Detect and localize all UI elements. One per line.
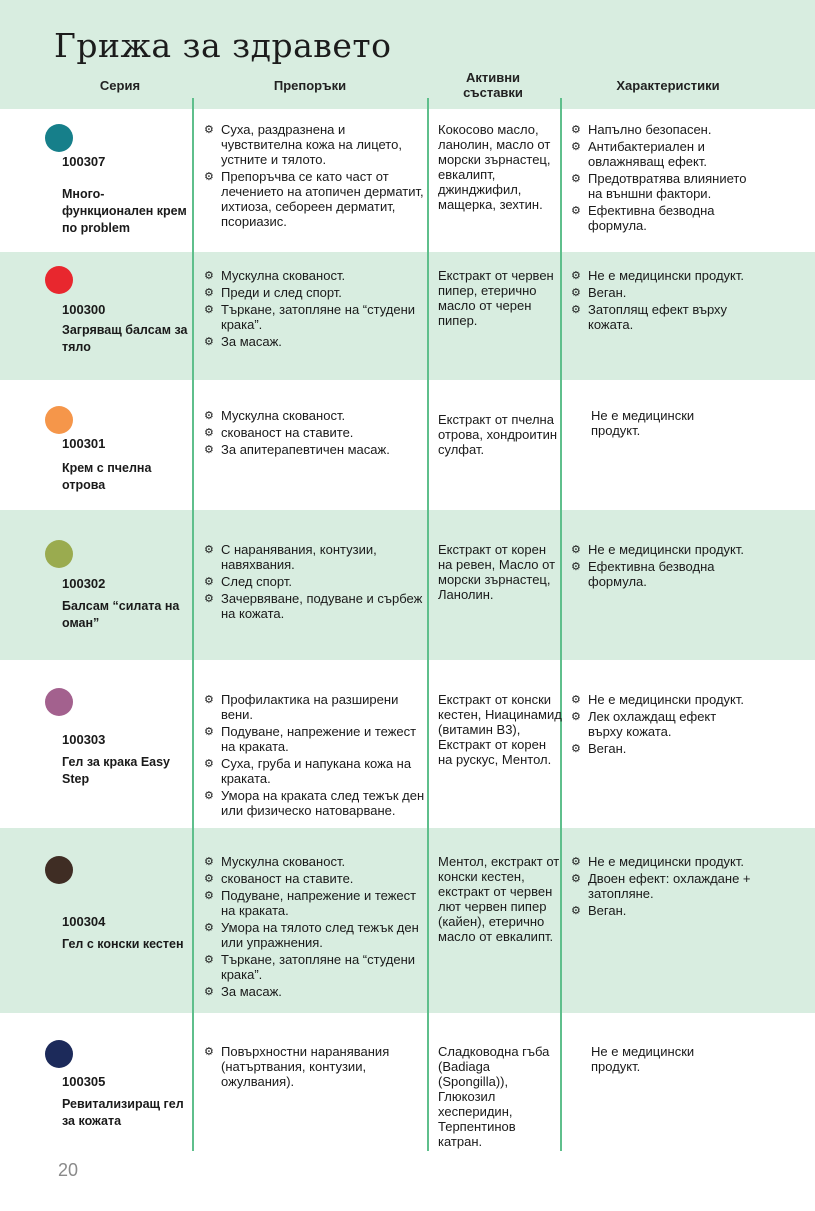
- recommendations-cell: [204, 122, 426, 231]
- list-item-text: Препоръчва се като част от лечението на атопичен дерматит, ихтиоза, себореен дерматит, псориазис.: [221, 169, 424, 229]
- gear-icon: ⚙: [204, 593, 214, 605]
- list-item: [204, 920, 426, 950]
- column-header-ingredients: Активни съставки: [463, 70, 523, 100]
- recommendations-cell: [204, 854, 426, 1001]
- list-item-text: скованост на ставите.: [221, 425, 354, 440]
- bullet-list: [571, 122, 751, 233]
- list-item-text: Умора на тялото след тежък ден или упражнения.: [221, 920, 419, 950]
- list-item-text: Затоплящ ефект върху кожата.: [588, 302, 728, 332]
- ingredients-cell: Екстракт от корен на ревен, Масло от морски зърнастец, Ланолин.: [438, 542, 556, 602]
- list-item: [571, 139, 751, 169]
- features-cell: [571, 854, 751, 920]
- page-number: 20: [58, 1160, 79, 1180]
- list-item: [571, 741, 751, 756]
- gear-icon: ⚙: [204, 856, 214, 868]
- gear-icon: ⚙: [204, 124, 214, 136]
- ingredients-cell: Екстракт от пчелна отрова, хондроитин сулфат.: [438, 412, 558, 457]
- list-item: [571, 285, 751, 300]
- features-cell: [571, 408, 751, 438]
- list-item-text: Антибактериален и овлажняващ ефект.: [588, 139, 707, 169]
- list-item-text: Предотвратява влиянието на външни фактори.: [588, 171, 747, 201]
- list-item-text: Търкане, затопляне на “студени крака”.: [221, 952, 416, 982]
- gear-icon: ⚙: [204, 576, 214, 588]
- gear-icon: ⚙: [204, 427, 214, 439]
- gear-icon: ⚙: [571, 304, 581, 316]
- gear-icon: ⚙: [204, 758, 214, 770]
- recommendations-cell: [204, 1044, 426, 1091]
- ingredients-cell: Екстракт от червен пипер, етерично масло от черен пипер.: [438, 268, 554, 328]
- list-item-text: За масаж.: [221, 334, 282, 349]
- list-item-text: Подуване, напрежение и тежест на краката.: [221, 888, 417, 918]
- bullet-list: [204, 122, 426, 229]
- column-divider: [427, 98, 429, 1151]
- features-cell: [571, 122, 751, 235]
- features-cell: [571, 268, 751, 334]
- series-color-dot: [45, 688, 73, 716]
- list-item-text: Суха, раздразнена и чувствителна кожа на лицето, устните и тялото.: [221, 122, 402, 167]
- gear-icon: ⚙: [571, 905, 581, 917]
- ingredients-cell: Ментол, екстракт от конски кестен, екстракт от червен лют червен пипер (кайен), етерично масло от евкалипт.: [438, 854, 560, 944]
- list-item-text: Не е медицински продукт.: [588, 692, 745, 707]
- gear-icon: ⚙: [204, 336, 214, 348]
- list-item: [204, 756, 426, 786]
- gear-icon: ⚙: [571, 856, 581, 868]
- list-item: [204, 408, 426, 423]
- list-item-text: Суха, груба и напукана кожа на краката.: [221, 756, 412, 786]
- list-item: [571, 854, 751, 869]
- list-item-text: Повърхностни наранявания (натъртвания, контузии, ожулвания).: [221, 1044, 390, 1089]
- bullet-list: [204, 268, 426, 349]
- list-item-text: Напълно безопасен.: [588, 122, 712, 137]
- list-item: [571, 542, 751, 557]
- gear-icon: ⚙: [571, 873, 581, 885]
- list-item: [571, 559, 751, 589]
- list-item-text: Ефективна безводна формула.: [588, 203, 715, 233]
- product-code: 100300: [62, 302, 106, 317]
- list-item-text: Веган.: [588, 285, 627, 300]
- list-item-text: Двоен ефект: охлаждане + затопляне.: [588, 871, 751, 901]
- features-cell: [571, 1044, 751, 1074]
- gear-icon: ⚙: [204, 444, 214, 456]
- series-color-dot: [45, 1040, 73, 1068]
- bullet-list: [204, 1044, 426, 1089]
- list-item: [204, 591, 426, 621]
- bullet-list: [204, 542, 426, 621]
- list-item-text: С наранявания, контузии, навяхвания.: [221, 542, 377, 572]
- list-item: [571, 203, 751, 233]
- list-item: [204, 1044, 426, 1089]
- list-item-text: Не е медицински продукт.: [588, 542, 745, 557]
- list-item-text: Профилактика на разширени вени.: [221, 692, 399, 722]
- list-item-text: Умора на краката след тежък ден или физическо натоварване.: [221, 788, 425, 818]
- product-code: 100304: [62, 914, 106, 929]
- gear-icon: ⚙: [571, 287, 581, 299]
- product-code: 100307: [62, 154, 106, 169]
- gear-icon: ⚙: [571, 124, 581, 136]
- list-item-text: Лек охлаждащ ефект върху кожата.: [588, 709, 717, 739]
- list-item: [204, 334, 426, 349]
- product-name: Много-функционален крем по problem: [62, 187, 187, 235]
- list-item: [204, 268, 426, 283]
- gear-icon: ⚙: [204, 954, 214, 966]
- gear-icon: ⚙: [204, 890, 214, 902]
- column-divider: [560, 98, 562, 1151]
- list-item-text: Преди и след спорт.: [221, 285, 342, 300]
- series-color-dot: [45, 266, 73, 294]
- list-item: [204, 888, 426, 918]
- gear-icon: ⚙: [204, 544, 214, 556]
- list-item: [204, 854, 426, 869]
- bullet-list: [571, 268, 751, 332]
- gear-icon: ⚙: [571, 270, 581, 282]
- series-color-dot: [45, 856, 73, 884]
- product-name: Загряващ балсам за тяло: [62, 323, 188, 354]
- gear-icon: ⚙: [204, 304, 214, 316]
- list-item: [571, 709, 751, 739]
- product-code: 100301: [62, 436, 106, 451]
- list-item: [204, 984, 426, 999]
- gear-icon: ⚙: [571, 544, 581, 556]
- gear-icon: ⚙: [571, 141, 581, 153]
- product-code: 100303: [62, 732, 106, 747]
- list-item: [571, 268, 751, 283]
- gear-icon: ⚙: [571, 205, 581, 217]
- gear-icon: ⚙: [204, 922, 214, 934]
- list-item: [571, 871, 751, 901]
- bullet-list: [204, 692, 426, 818]
- list-item: [571, 122, 751, 137]
- list-item: [204, 871, 426, 886]
- list-item-text: Мускулна скованост.: [221, 854, 346, 869]
- list-item: [204, 788, 426, 818]
- features-text: Не е медицински продукт.: [591, 408, 695, 438]
- ingredients-cell: Кокосово масло, ланолин, масло от морски зърнастец, евкалипт, джинджифил, мащерка, зехтин.: [438, 122, 551, 212]
- list-item: [204, 574, 426, 589]
- list-item-text: Веган.: [588, 903, 627, 918]
- list-item: [204, 425, 426, 440]
- bullet-list: [571, 854, 751, 918]
- list-item: [204, 542, 426, 572]
- list-item-text: Не е медицински продукт.: [588, 854, 745, 869]
- column-header-series: Серия: [99, 78, 141, 93]
- list-item-text: Мускулна скованост.: [221, 268, 346, 283]
- gear-icon: ⚙: [204, 287, 214, 299]
- product-name: Ревитализиращ гел за кожата: [62, 1097, 184, 1128]
- list-item: [204, 952, 426, 982]
- list-item-text: За масаж.: [221, 984, 282, 999]
- list-item: [571, 302, 751, 332]
- product-name: Крем с пчелна отрова: [62, 461, 152, 492]
- gear-icon: ⚙: [204, 694, 214, 706]
- product-name: Гел с конски кестен: [62, 937, 184, 951]
- gear-icon: ⚙: [204, 410, 214, 422]
- list-item-text: Мускулна скованост.: [221, 408, 346, 423]
- recommendations-cell: [204, 268, 426, 351]
- gear-icon: ⚙: [571, 173, 581, 185]
- list-item: [204, 302, 426, 332]
- list-item-text: След спорт.: [221, 574, 292, 589]
- product-code: 100305: [62, 1074, 106, 1089]
- bullet-list: [571, 692, 751, 756]
- list-item-text: Зачервяване, подуване и сърбеж на кожата.: [221, 591, 423, 621]
- list-item-text: Подуване, напрежение и тежест на краката.: [221, 724, 417, 754]
- recommendations-cell: [204, 542, 426, 623]
- column-header-features: Характеристики: [616, 78, 720, 93]
- column-header-recommendations: Препоръки: [273, 78, 347, 93]
- list-item-text: Търкане, затопляне на “студени крака”.: [221, 302, 416, 332]
- product-name: Гел за крака Easy Step: [62, 755, 171, 786]
- list-item-text: Веган.: [588, 741, 627, 756]
- list-item-text: скованост на ставите.: [221, 871, 354, 886]
- list-item: [204, 442, 426, 457]
- features-cell: [571, 542, 751, 591]
- gear-icon: ⚙: [571, 711, 581, 723]
- gear-icon: ⚙: [204, 171, 214, 183]
- series-color-dot: [45, 406, 73, 434]
- series-color-dot: [45, 124, 73, 152]
- list-item: [571, 171, 751, 201]
- list-item: [204, 692, 426, 722]
- list-item: [204, 724, 426, 754]
- product-name: Балсам “силата на оман”: [62, 599, 180, 630]
- product-code: 100302: [62, 576, 106, 591]
- features-cell: [571, 692, 751, 758]
- bullet-list: [204, 854, 426, 999]
- list-item: [571, 903, 751, 918]
- ingredients-cell: Екстракт от конски кестен, Ниацинамид (витамин B3), Екстракт от корен на рускус, Ментол.: [438, 692, 562, 767]
- series-color-dot: [45, 540, 73, 568]
- bullet-list: [204, 408, 426, 457]
- list-item-text: Ефективна безводна формула.: [588, 559, 715, 589]
- list-item-text: За апитерапевтичен масаж.: [221, 442, 390, 457]
- list-item-text: Не е медицински продукт.: [588, 268, 745, 283]
- list-item: [204, 169, 426, 229]
- gear-icon: ⚙: [204, 1046, 214, 1058]
- gear-icon: ⚙: [204, 790, 214, 802]
- gear-icon: ⚙: [571, 694, 581, 706]
- page-title: Грижа за здравето: [54, 26, 392, 65]
- recommendations-cell: [204, 692, 426, 820]
- list-item: [204, 122, 426, 167]
- features-text: Не е медицински продукт.: [591, 1044, 695, 1074]
- list-item: [204, 285, 426, 300]
- recommendations-cell: [204, 408, 426, 459]
- bullet-list: [571, 542, 751, 589]
- gear-icon: ⚙: [571, 561, 581, 573]
- list-item: [571, 692, 751, 707]
- gear-icon: ⚙: [204, 873, 214, 885]
- gear-icon: ⚙: [204, 986, 214, 998]
- gear-icon: ⚙: [204, 270, 214, 282]
- ingredients-cell: Сладководна гъба (Badiaga (Spongilla)), Глюкозил хесперидин, Терпентинов катран.: [438, 1044, 550, 1149]
- gear-icon: ⚙: [571, 743, 581, 755]
- gear-icon: ⚙: [204, 726, 214, 738]
